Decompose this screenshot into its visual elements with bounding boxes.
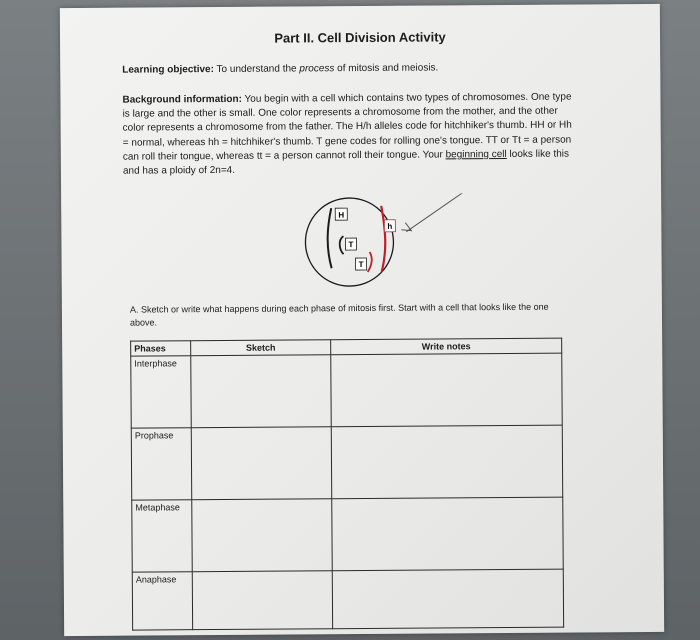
- notes-cell-interphase[interactable]: [331, 353, 562, 427]
- notes-cell-anaphase[interactable]: [332, 569, 563, 629]
- sketch-cell-prophase[interactable]: [191, 427, 331, 500]
- phase-label-interphase: Interphase: [134, 358, 177, 369]
- table-row-prophase: [131, 425, 562, 500]
- objective-text-2: of mitosis and meiosis.: [334, 62, 439, 75]
- learning-objective: [122, 62, 438, 75]
- allele-label-T-red: T: [358, 259, 364, 270]
- objective-emphasis: process: [299, 63, 335, 75]
- notes-cell-metaphase[interactable]: [332, 497, 563, 571]
- beginning-cell-underlined: beginning cell: [445, 148, 507, 161]
- notes-cell-prophase[interactable]: [331, 425, 562, 499]
- small-chromosome-red: [368, 252, 372, 272]
- sketch-cell-metaphase[interactable]: [192, 499, 332, 572]
- objective-label: Learning objective:: [122, 64, 214, 76]
- background-text-end: looks like this and has a ploidy of 2n=4.: [122, 148, 570, 177]
- header-sketch: Sketch: [191, 340, 331, 356]
- background-label: Background information:: [122, 93, 242, 106]
- header-write-notes: Write notes: [331, 338, 562, 355]
- table-row-interphase: [131, 353, 562, 428]
- table-row-metaphase: [132, 497, 563, 572]
- cell-diagram: [291, 193, 562, 290]
- background-text: You begin with a cell which contains two types of chromosomes. One type is large and the other is small. One color represents a chromosome from the mother, and the other color represents a chromosome from the father. The H/h alleles code for hitchhiker's thumb. HH or Hh = normal, whereas hh = hitchhiker's thumb. T gene codes for rolling one's tongue. TT or Tt = a person can roll their tongue, whereas tt = a person cannot roll their tongue. Your: [122, 91, 572, 163]
- page-title: Part II. Cell Division Activity: [274, 29, 446, 46]
- allele-label-T-black: T: [348, 240, 354, 250]
- phase-label-prophase: Prophase: [134, 430, 174, 441]
- objective-text-1: To understand the: [213, 63, 300, 76]
- allele-label-H: H: [338, 210, 345, 220]
- annotation-arrow: [406, 193, 491, 232]
- large-chromosome-black: [327, 208, 331, 268]
- background-information: [122, 91, 573, 179]
- small-chromosome-black: [340, 236, 344, 254]
- table-row-anaphase: [132, 569, 563, 630]
- phase-label-anaphase: Anaphase: [135, 574, 177, 585]
- sketch-cell-interphase[interactable]: [191, 355, 331, 428]
- mitosis-instruction: A. Sketch or write what happens during each phase of mitosis first. Start with a cell that looks like the one above.: [129, 301, 549, 328]
- phase-label-metaphase: Metaphase: [135, 502, 180, 513]
- mitosis-phases-table: [130, 338, 564, 631]
- allele-label-h: h: [387, 221, 393, 231]
- sketch-cell-anaphase[interactable]: [192, 571, 332, 630]
- header-phases: Phases: [131, 341, 191, 356]
- worksheet-page: [60, 4, 664, 636]
